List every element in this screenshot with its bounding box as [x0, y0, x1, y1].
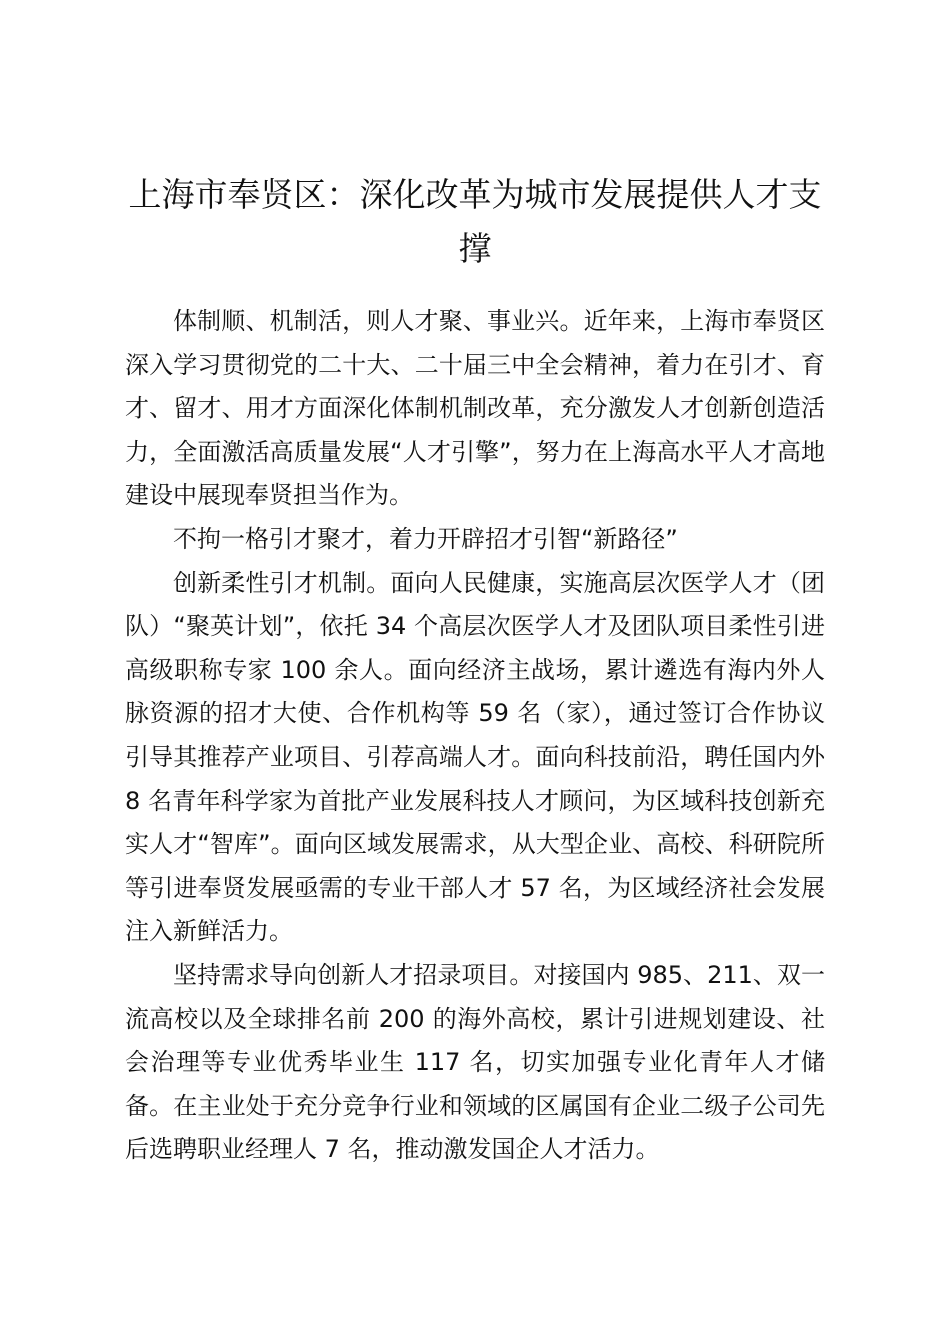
paragraph-flexible-recruitment: 创新柔性引才机制。面向人民健康，实施高层次医学人才（团队）“聚英计划”，依托 34 个高层次医学人才及团队项目柔性引进高级职称专家 100 余人。面向经济主战场，累计遴选有海内外人脉资源的招才大使、合作机构等 59 名（家），通过签订合作协议引导其推荐产业项目、引荐高端人才。面向科技前沿，聘任国内外 8 名青年科学家为首批产业发展科技人才顾问，为区域科技创新充实人才“智库”。面向区域发展需求，从大型企业、高校、科研院所等引进奉贤发展亟需的专业干部人才 57 名，为区域经济社会发展注入新鲜活力。 [125, 568, 825, 946]
document-body [125, 300, 825, 1172]
paragraph-intro: 体制顺、机制活，则人才聚、事业兴。近年来，上海市奉贤区深入学习贯彻党的二十大、二十届三中全会精神，着力在引才、育才、留才、用才方面深化体制机制改革，充分激发人才创新创造活力，全面激活高质量发展“人才引擎”，努力在上海高水平人才高地建设中展现奉贤担当作为。 [125, 307, 825, 510]
document-title: 上海市奉贤区：深化改革为城市发展提供人才支撑 [128, 175, 822, 268]
document-page [125, 168, 825, 1172]
section-heading: 不拘一格引才聚才，着力开辟招才引智“新路径” [173, 524, 678, 553]
paragraph-demand-oriented-recruitment: 坚持需求导向创新人才招录项目。对接国内 985、211、双一流高校以及全球排名前 200 的海外高校，累计引进规划建设、社会治理等专业优秀毕业生 117 名，切实加强专业化青年人才储备。在主业处于充分竞争行业和领域的区属国有企业二级子公司先后选聘职业经理人 7 名，推动激发国企人才活力。 [125, 960, 825, 1164]
